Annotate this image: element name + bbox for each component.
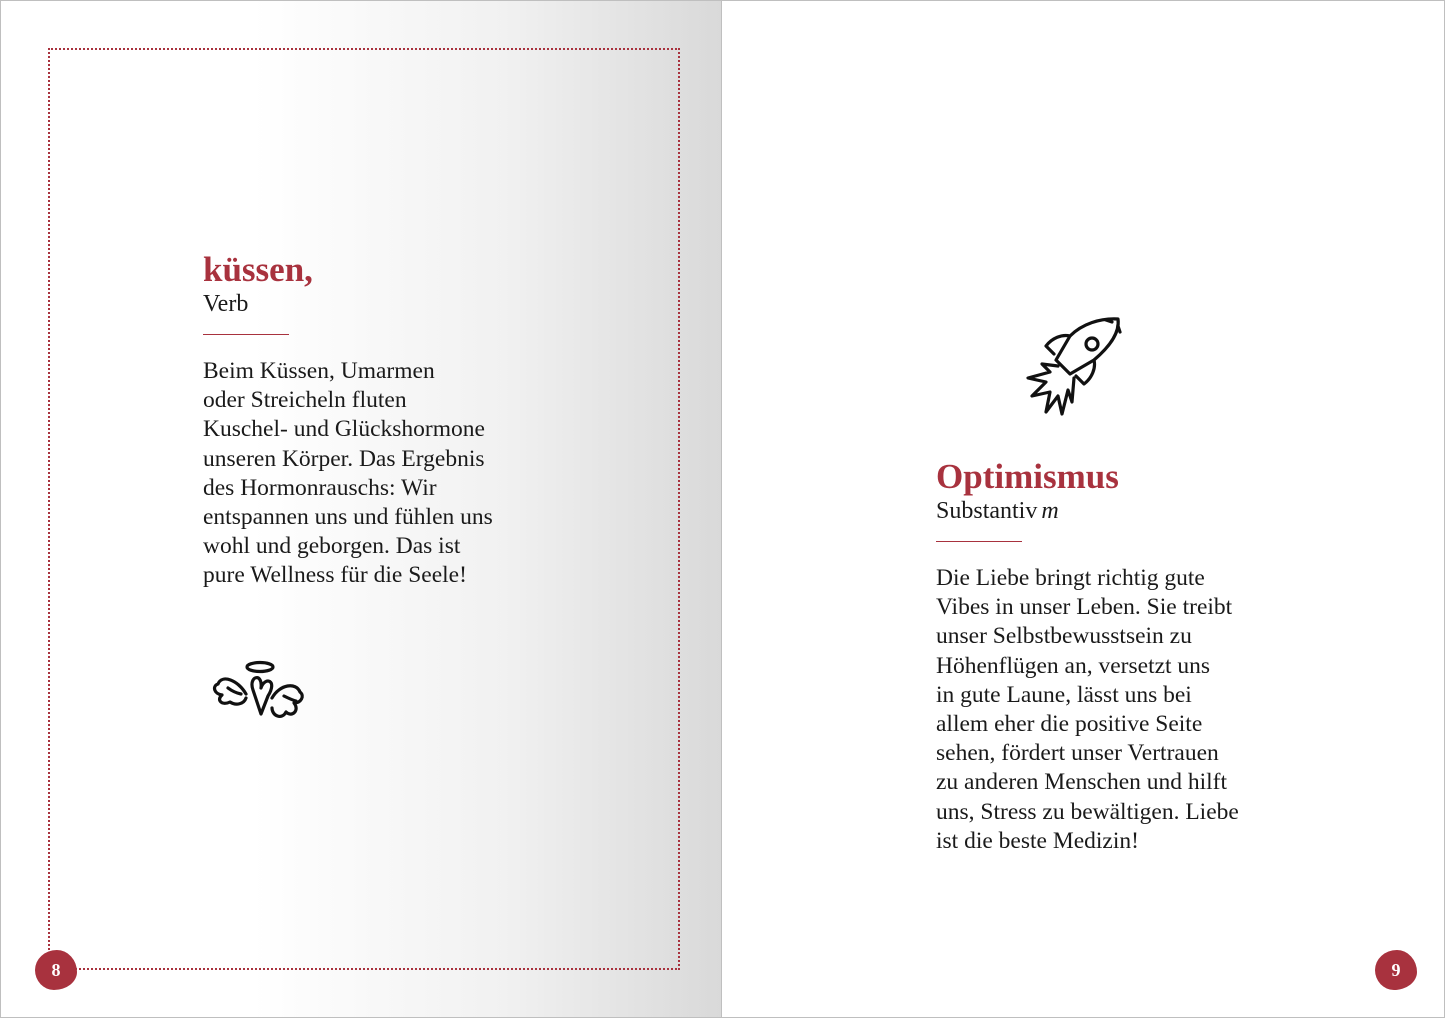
word-class-label: Substantiv xyxy=(936,498,1038,524)
word-class-label: Verb xyxy=(203,291,249,317)
entry-optimismus xyxy=(936,457,1266,856)
page-number-left: 8 xyxy=(35,950,77,990)
rocket-icon xyxy=(1022,316,1126,420)
grammatical-gender: m xyxy=(1041,498,1059,524)
divider xyxy=(936,541,1022,542)
entry-term: küssen, xyxy=(203,250,313,289)
entry-term: Optimismus xyxy=(936,457,1119,496)
entry-kuessen xyxy=(203,250,533,591)
entry-definition: Die Liebe bringt richtig gute Vibes in unser Leben. Sie treibt unser Selbstbewusstsein zu Höhenflügen an, versetzt uns in gute Laune, lässt uns bei allem eher die positive Seite sehen, fördert unser Vertrauen zu anderen Menschen und hilft uns, Stress zu bewältigen. Liebe ist die beste Medizin! xyxy=(936,565,1239,854)
word-class xyxy=(936,497,1266,525)
page-number-right: 9 xyxy=(1375,950,1417,990)
angel-heart-icon xyxy=(208,658,306,728)
entry-definition: Beim Küssen, Umarmen oder Streicheln fluten Kuschel- und Glückshormone unseren Körper. Das Ergebnis des Hormonrauschs: Wir entspannen uns und fühlen uns wohl und geborgen. Das ist pure Wellness für die Seele! xyxy=(203,358,493,589)
word-class xyxy=(203,290,533,318)
divider xyxy=(203,334,289,335)
